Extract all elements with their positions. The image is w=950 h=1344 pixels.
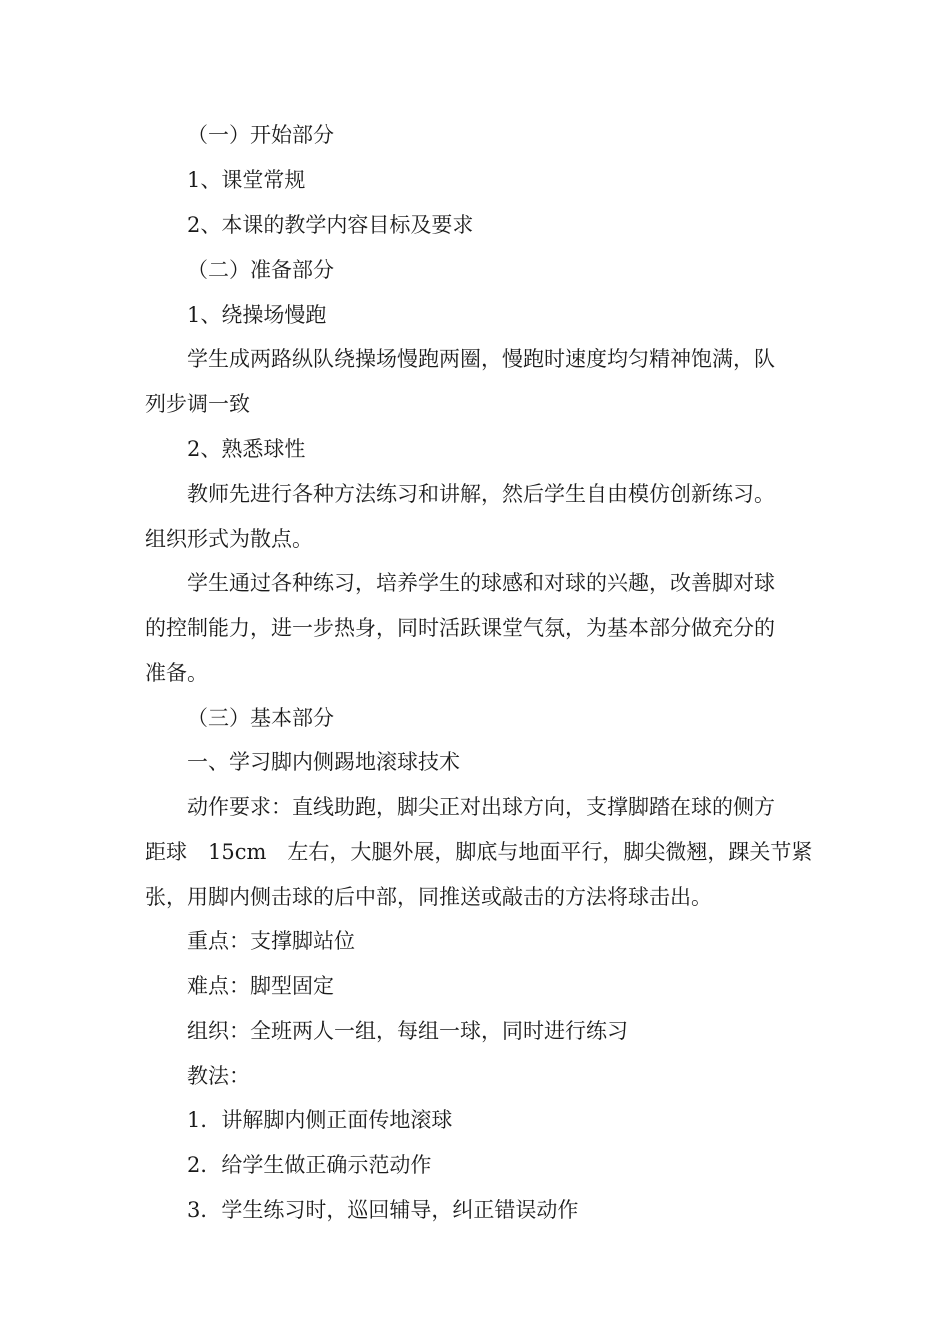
section-heading-prep: （二）准备部分: [187, 258, 334, 282]
paragraph-line: 动作要求：直线助跑，脚尖正对出球方向，支撑脚踏在球的侧方: [187, 795, 775, 819]
paragraph-line: 教法：: [187, 1064, 250, 1088]
paragraph-line: 学生成两路纵队绕操场慢跑两圈，慢跑时速度均匀精神饱满，队: [187, 347, 775, 371]
list-item: 2、本课的教学内容目标及要求: [187, 213, 474, 237]
paragraph-line: 组织：全班两人一组，每组一球，同时进行练习: [187, 1019, 628, 1043]
list-item: 1、课堂常规: [187, 168, 306, 192]
paragraph-line: 张，用脚内侧击球的后中部，同推送或敲击的方法将球击出。: [145, 885, 712, 909]
paragraph-line: 的控制能力，进一步热身，同时活跃课堂气氛，为基本部分做充分的: [145, 616, 775, 640]
paragraph-line: 学生通过各种练习，培养学生的球感和对球的兴趣，改善脚对球: [187, 571, 775, 595]
list-item: 3．学生练习时，巡回辅导，纠正错误动作: [187, 1198, 579, 1222]
paragraph-line: 组织形式为散点。: [145, 527, 313, 551]
list-item: 2．给学生做正确示范动作: [187, 1153, 432, 1177]
paragraph-line: 距球 15cm 左右，大腿外展，脚底与地面平行，脚尖微翘，踝关节紧: [145, 840, 813, 864]
subheading: 一、学习脚内侧踢地滚球技术: [187, 750, 460, 774]
list-item: 2、熟悉球性: [187, 437, 306, 461]
paragraph-line: 教师先进行各种方法练习和讲解，然后学生自由模仿创新练习。: [187, 482, 775, 506]
list-item: 1．讲解脚内侧正面传地滚球: [187, 1108, 453, 1132]
section-heading-start: （一）开始部分: [187, 123, 334, 147]
paragraph-line: 列步调一致: [145, 392, 250, 416]
paragraph-line: 重点：支撑脚站位: [187, 929, 355, 953]
list-item: 1、绕操场慢跑: [187, 303, 327, 327]
paragraph-line: 准备。: [145, 661, 208, 685]
section-heading-basic: （三）基本部分: [187, 706, 334, 730]
paragraph-line: 难点：脚型固定: [187, 974, 334, 998]
